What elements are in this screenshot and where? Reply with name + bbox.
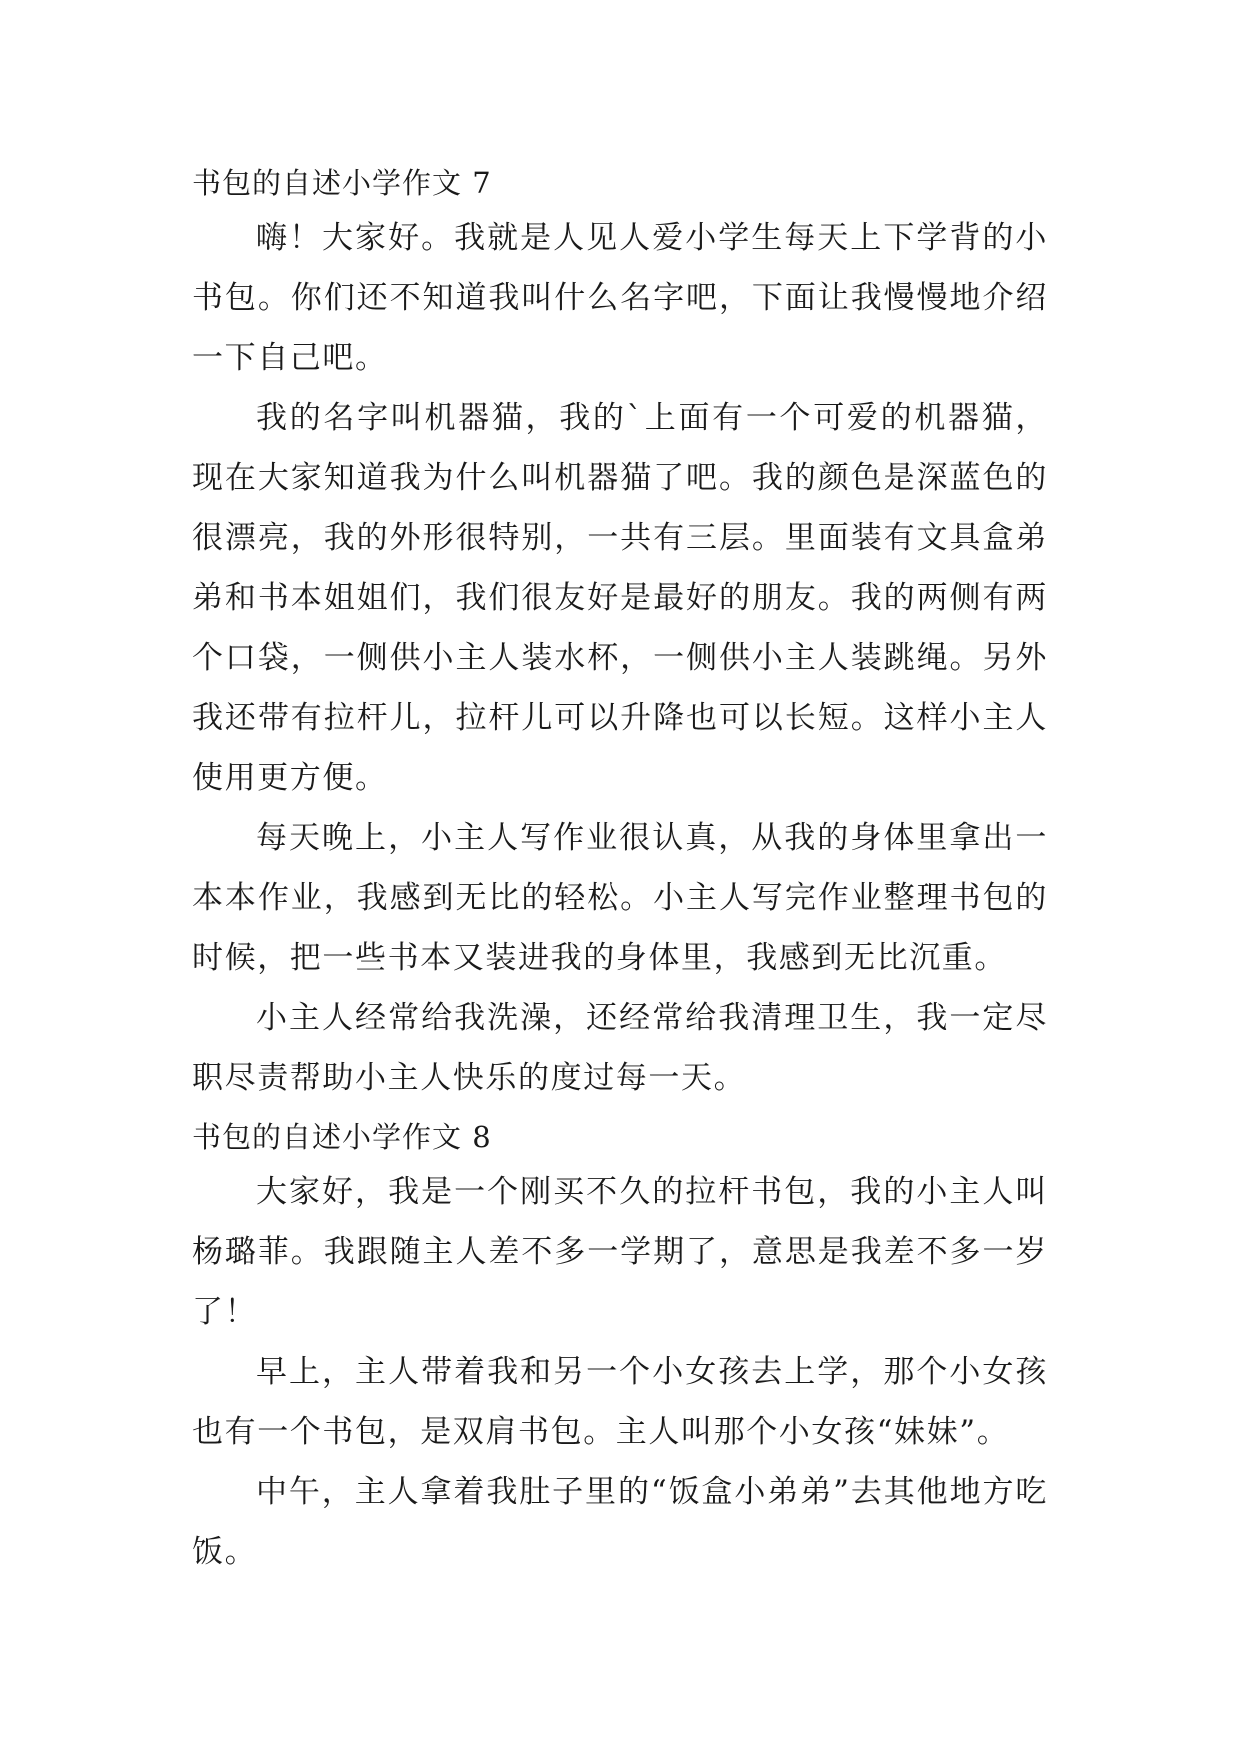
section-title: 书包的自述小学作文 7	[192, 166, 492, 200]
paragraph: 嗨！大家好。我就是人见人爱小学生每天上下学背的小书包。你们还不知道我叫什么名字吧，下面让我慢慢地介绍一下自己吧。	[192, 220, 1048, 376]
essay-section-7	[192, 158, 1048, 1108]
essay-section-8	[192, 1112, 1048, 1582]
section-title: 书包的自述小学作文 8	[192, 1120, 492, 1154]
paragraph: 我的名字叫机器猫，我的`上面有一个可爱的机器猫，现在大家知道我为什么叫机器猫了吧。我的颜色是深蓝色的很漂亮，我的外形很特别，一共有三层。里面装有文具盒弟弟和书本姐姐们，我们很友好是最好的朋友。我的两侧有两个口袋，一侧供小主人装水杯，一侧供小主人装跳绳。另外我还带有拉杆儿，拉杆儿可以升降也可以长短。这样小主人使用更方便。	[192, 400, 1048, 796]
paragraph: 早上，主人带着我和另一个小女孩去上学，那个小女孩也有一个书包，是双肩书包。主人叫那个小女孩“妹妹”。	[192, 1354, 1048, 1450]
paragraph: 中午，主人拿着我肚子里的“饭盒小弟弟”去其他地方吃饭。	[192, 1474, 1048, 1570]
paragraph: 小主人经常给我洗澡，还经常给我清理卫生，我一定尽职尽责帮助小主人快乐的度过每一天。	[192, 1000, 1048, 1096]
document-page	[192, 158, 1048, 1582]
paragraph: 每天晚上，小主人写作业很认真，从我的身体里拿出一本本作业，我感到无比的轻松。小主人写完作业整理书包的时候，把一些书本又装进我的身体里，我感到无比沉重。	[192, 820, 1048, 976]
paragraph: 大家好，我是一个刚买不久的拉杆书包，我的小主人叫杨璐菲。我跟随主人差不多一学期了，意思是我差不多一岁了！	[192, 1174, 1048, 1330]
